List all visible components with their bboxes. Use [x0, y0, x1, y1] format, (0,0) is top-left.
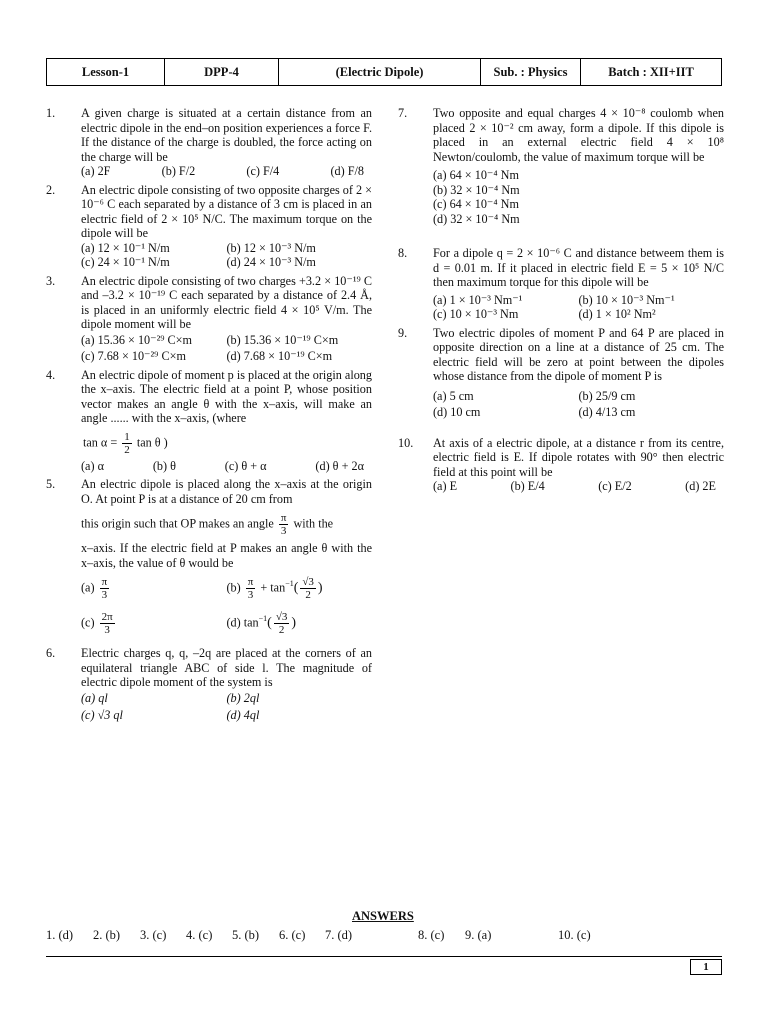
question-text: A given charge is situated at a certain distance from an electric dipole in the end–on position experiences a force F. If the distance of the charge is doubled, the force acting on the charge will be: [81, 106, 372, 164]
answer-2: 2. (b): [93, 928, 121, 942]
options: [433, 479, 724, 494]
option-b: (b) $\frac{\pi}{3}$ + $\tan^{-1}$( $\frac{√3}{2}$ ): [226, 576, 323, 601]
answer-4: 4. (c): [186, 928, 213, 942]
question-number: 5.: [46, 477, 56, 491]
answers-title: ANSWERS: [352, 909, 414, 923]
option-b: (b) 15.36 × 10⁻¹⁹ C×m: [226, 332, 339, 347]
option-d: (d) 4/13 cm: [578, 404, 636, 419]
options: [81, 459, 372, 474]
options: [81, 241, 372, 270]
question-5: [46, 477, 372, 636]
option-a: (a) 5 cm: [433, 388, 474, 403]
lesson-cell: Lesson-1: [47, 59, 165, 85]
option-d: (d) $\tan^{-1}$( $\frac{√3}{2}$ ): [226, 611, 297, 636]
option-d: (d) 7.68 × 10⁻¹⁹ C×m: [226, 348, 333, 363]
right-column: [398, 106, 724, 498]
option-d: (d) θ + 2α: [315, 458, 364, 473]
answer-3: 3. (c): [140, 928, 167, 942]
options: [81, 332, 372, 364]
question-text: An electric dipole of moment p is placed at the origin along the x–axis. The electric field at a point P, whose position vector makes an angle θ with the x–axis, will make an angle ...... with the x–axis, (where: [81, 367, 372, 425]
option-a: (a) $\frac{\pi}{3}$: [81, 576, 108, 601]
option-c: (d) 10 cm: [433, 404, 481, 419]
option-a: (a) 1 × 10⁻³ Nm⁻¹: [433, 292, 523, 307]
options: [81, 690, 372, 724]
option-b: (b) 12 × 10⁻³ N/m: [226, 240, 316, 255]
question-number: 6.: [46, 646, 56, 660]
option-a: (a) 2F: [81, 164, 111, 178]
batch-cell: Batch : XII+IIT: [608, 64, 694, 79]
question-number: 3.: [46, 273, 56, 288]
answer-8: 8. (c): [418, 928, 445, 942]
header-table: [46, 58, 722, 86]
option-b: (b) θ: [152, 458, 176, 473]
question-number: 9.: [398, 325, 408, 340]
question-6: [46, 646, 372, 724]
question-text: Electric charges q, q, –2q are placed at the corners of an equilateral triangle ABC of side l. The magnitude of electric dipole moment of the system is: [81, 646, 372, 689]
option-c: (c) θ + α: [224, 458, 267, 473]
option-b: (b) 32 × 10⁻⁴ Nm: [433, 182, 520, 197]
question-number: 10.: [398, 435, 414, 450]
option-c: (c) F/4: [246, 164, 280, 178]
answer-5: 5. (b): [232, 928, 260, 942]
options: [81, 576, 372, 636]
option-d: (d) 2E: [685, 479, 716, 493]
question-number: 2.: [46, 182, 56, 197]
question-1: [46, 106, 372, 179]
question-7: [398, 106, 724, 226]
answer-1: 1. (d): [46, 928, 74, 942]
dpp-cell: DPP-4: [165, 59, 279, 85]
option-d: (d) 24 × 10⁻³ N/m: [226, 255, 316, 269]
question-10: [398, 436, 724, 494]
question-text: At axis of a electric dipole, at a distance r from its centre, electric field is E. If dipole rotates with 90° then electric field at this point will be: [433, 435, 724, 479]
option-a: (a) 64 × 10⁻⁴ Nm: [433, 168, 519, 182]
option-d: (d) F/8: [330, 164, 364, 178]
footer-rule: [46, 956, 722, 957]
option-b: (b) 2ql: [226, 690, 260, 705]
question-text: Two opposite and equal charges 4 × 10⁻⁸ coulomb when placed 2 × 10⁻² cm away, form a dipole. If this dipole is placed in an external electric field 4 × 10⁸ Newton/coulomb, the value of maximum torque will be: [433, 106, 724, 164]
option-b: (b) 10 × 10⁻³ Nm⁻¹: [578, 292, 675, 307]
option-a: (a) ql: [81, 690, 108, 705]
options: [433, 388, 724, 420]
option-c: (c) 10 × 10⁻³ Nm: [433, 307, 519, 321]
question-text: An electric dipole consisting of two charges +3.2 × 10⁻¹⁹ C and –3.2 × 10⁻¹⁹ C each separated by a distance of 2.4 Å, is placed in an uniformly electric field 4 × 10⁵ V/m. The dipole moment will be: [81, 273, 372, 331]
topic-cell: (Electric Dipole): [279, 59, 481, 85]
option-c: (c) E/2: [598, 479, 632, 493]
question-4: [46, 368, 372, 474]
question-number: 8.: [398, 246, 408, 260]
question-text-line3: x–axis. If the electric field at P makes an angle θ with the x–axis, the value of θ would be: [81, 541, 372, 570]
option-b: (b) 25/9 cm: [578, 388, 636, 403]
option-d: (d) 32 × 10⁻⁴ Nm: [433, 211, 520, 226]
options: [81, 164, 372, 179]
question-text: Two electric dipoles of moment P and 64 P are placed in opposite direction on a line at a distance of 25 cm. The electric field will be zero at point between the dipoles whose distance from the dipole of moment P is: [433, 325, 724, 383]
option-c: (c) 24 × 10⁻¹ N/m: [81, 255, 170, 269]
subject-cell: Sub. : Physics: [481, 59, 581, 85]
question-number: 1.: [46, 106, 56, 120]
answer-10: 10. (c): [558, 928, 591, 942]
option-d: (d) 4ql: [226, 707, 260, 722]
options: [433, 168, 724, 226]
option-c: (c) 64 × 10⁻⁴ Nm: [433, 197, 519, 211]
option-b: (b) E/4: [510, 479, 545, 493]
answer-7: 7. (d): [325, 928, 353, 942]
formula-tan-alpha: tan α = $\frac{1}{2}$ tan θ ): [83, 430, 168, 456]
option-d: (d) 1 × 10² Nm²: [578, 307, 656, 321]
page-number: 1: [690, 959, 722, 975]
question-text: An electric dipole consisting of two opposite charges of 2 × 10⁻⁶ C each separated by a distance of 3 cm is placed in an electric field of 2 × 10⁵ N/C. The maximum torque on the dipole will be: [81, 182, 372, 240]
question-number: 7.: [398, 106, 408, 120]
question-number: 4.: [46, 367, 56, 382]
option-b: (b) F/2: [161, 164, 196, 178]
option-c: (c) $\frac{2\pi}{3}$: [81, 611, 113, 636]
question-text-line2: this origin such that OP makes an angle $\frac{\pi}{3}$ with the: [81, 512, 334, 537]
option-c: (c) 7.68 × 10⁻²⁹ C×m: [81, 348, 186, 363]
option-a: (a) 15.36 × 10⁻²⁹ C×m: [81, 332, 193, 347]
question-3: [46, 274, 372, 364]
option-a: (a) E: [433, 479, 458, 493]
answer-9: 9. (a): [465, 928, 492, 942]
question-9: [398, 326, 724, 420]
question-text: An electric dipole is placed along the x–axis at the origin O. At point P is at a distance of 20 cm from: [81, 477, 372, 506]
options: [433, 293, 724, 322]
answer-6: 6. (c): [279, 928, 306, 942]
question-2: [46, 183, 372, 270]
question-8: [398, 246, 724, 322]
question-text: For a dipole q = 2 × 10⁻⁶ C and distance betweem them is d = 0.01 m. If it placed in electric field E = 5 × 10⁵ N/C then maximum torque for this dipole will be: [433, 246, 724, 289]
option-a: (a) α: [81, 458, 104, 473]
option-a: (a) 12 × 10⁻¹ N/m: [81, 240, 170, 255]
option-c: (c) √3 ql: [81, 707, 123, 722]
left-column: [46, 106, 372, 728]
